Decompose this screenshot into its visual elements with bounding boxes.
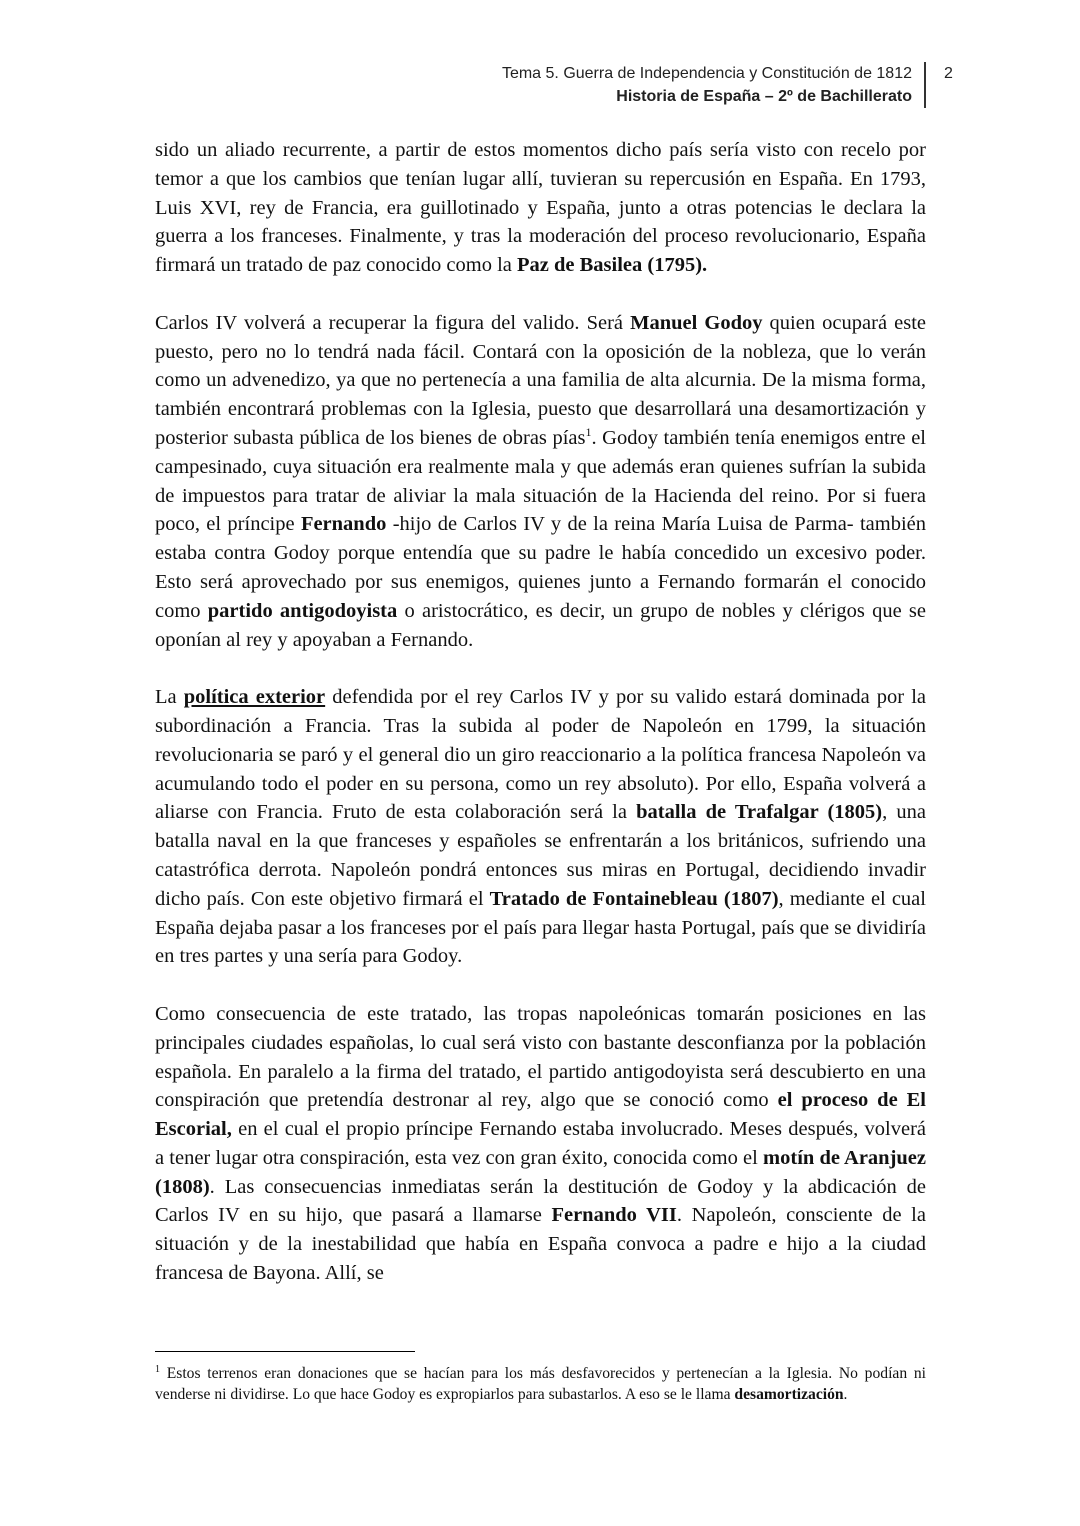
- header-title: Tema 5. Guerra de Independencia y Constitución de 1812: [501, 65, 912, 82]
- paragraph-consecuencias-tratado: [155, 1000, 926, 1288]
- footnote-reference: 1: [585, 425, 592, 440]
- page-header: [502, 62, 926, 108]
- text-run: .: [843, 1386, 848, 1403]
- text-run: en el cual el propio príncipe Fernando estaba involucrado. Meses después, volverá a tener lugar otra conspiración, esta vez con gran éxito, conocida como el: [155, 1118, 926, 1169]
- bold-term: Fernando VII: [551, 1204, 677, 1227]
- text-run: Estos terrenos eran donaciones que se hacían para los más desfavorecidos y pertenecían a la Iglesia. No podían ni venderse ni dividirse. Lo que hace Godoy es expropiarlos para subastarlos. A eso se le llama: [155, 1365, 926, 1403]
- text-run: sido un aliado recurrente, a partir de estos momentos dicho país sería visto con recelo por temor a que los cambios que tenían lugar allí, tuvieran su repercusión en España. En 1793, Luis XVI, rey de Francia, era guillotinado y España, junto a otras potencias le declara la guerra a los franceses. Finalmente, y tras la moderación del proceso revolucionario, España firmará un tratado de paz conocido como la: [155, 139, 926, 277]
- text-run: . Napoleón, consciente de la situación y de la inestabilidad que había en España convoca a padre e hijo a la ciudad francesa de Bayona. Allí, se: [155, 1204, 926, 1285]
- text-run: , mediante el cual España dejaba pasar a los franceses por el país para llegar hasta Portugal, país que se dividiría en tres partes y una sería para Godoy.: [155, 887, 926, 968]
- bold-term: el proceso de El Escorial,: [155, 1089, 926, 1141]
- page-number: 2: [944, 65, 953, 82]
- bold-term: Manuel Godoy: [630, 311, 763, 334]
- text-run: . Las consecuencias inmediatas serán la destitución de Godoy y la abdicación de Carlos IV en su hijo, que pasará a llamarse: [155, 1175, 926, 1227]
- text-run: Carlos IV volverá a recuperar la figura del valido. Será: [155, 311, 631, 334]
- bold-term: Fernando: [300, 513, 387, 536]
- bold-term: Tratado de Fontainebleau (1807): [489, 887, 779, 910]
- bold-term: motín de Aranjuez (1808): [155, 1146, 927, 1198]
- bold-underlined-term: política exterior: [183, 686, 326, 709]
- text-run: defendida por el rey Carlos IV y por su valido estará dominada por la subordinación a Francia. Tras la subida al poder de Napoleón en 1799, la situación revolucionaria se paró y el general dio un giro reaccionario a la política francesa Napoleón va acumulando todo el poder en su persona, como un rey absoluto). Por ello, España volverá a aliarse con Francia. Fruto de esta colaboración será la: [155, 686, 927, 824]
- text-run: -hijo de Carlos IV y de la reina María Luisa de Parma- también estaba contra Godoy porque entendía que su padre le había concedido un excesivo poder. Esto será aprovechado por sus enemigos, quienes junto a Fernando formarán el conocido como: [155, 513, 926, 622]
- bold-term: partido antigodoyista: [207, 599, 398, 622]
- footnote-mark: 1: [155, 1363, 160, 1375]
- document-body: [155, 136, 926, 1317]
- header-subtitle: Historia de España – 2º de Bachillerato: [616, 88, 912, 105]
- paragraph-politica-exterior: [155, 683, 926, 971]
- bold-term: Paz de Basilea (1795).: [517, 254, 708, 277]
- bold-term: desamortización: [734, 1386, 844, 1403]
- paragraph-paz-de-basilea: [155, 136, 926, 280]
- footnote: [155, 1363, 926, 1405]
- text-run: La: [155, 686, 184, 709]
- footnote-separator: [155, 1351, 415, 1352]
- text-run: , una batalla naval en la que franceses y españoles se enfrentarán a los británicos, sufriendo una catastrófica derrota. Napoleón pondrá entonces sus miras en Portugal, decidiendo invadir dicho país. Con este objetivo firmará el: [155, 801, 926, 910]
- text-run: quien ocupará este puesto, pero no lo tendrá nada fácil. Contará con la oposición de la nobleza, que lo verán como un advenedizo, ya que no pertenecía a una familia de alta alcurnia. De la misma forma, también encontrará problemas con la Iglesia, puesto que desarrollará una desamortización y posterior subasta pública de los bienes de obras pías: [155, 311, 926, 449]
- paragraph-manuel-godoy: [155, 309, 926, 655]
- text-run: o aristocrático, es decir, un grupo de nobles y clérigos que se oponían al rey y apoyaban a Fernando.: [155, 599, 927, 651]
- text-run: Como consecuencia de este tratado, las tropas napoleónicas tomarán posiciones en las principales ciudades españolas, lo cual será visto con bastante desconfianza por la población española. En paralelo a la firma del tratado, el partido antigodoyista será descubierto en una conspiración que pretendía destronar al rey, algo que se conoció como: [155, 1002, 926, 1112]
- bold-term: batalla de Trafalgar (1805): [636, 801, 883, 824]
- text-run: . Godoy también tenía enemigos entre el campesinado, cuya situación era realmente mala y que además eran quienes sufrían la subida de impuestos para tratar de aliviar la mala situación de la Hacienda del reino. Por si fuera poco, el príncipe: [155, 426, 926, 536]
